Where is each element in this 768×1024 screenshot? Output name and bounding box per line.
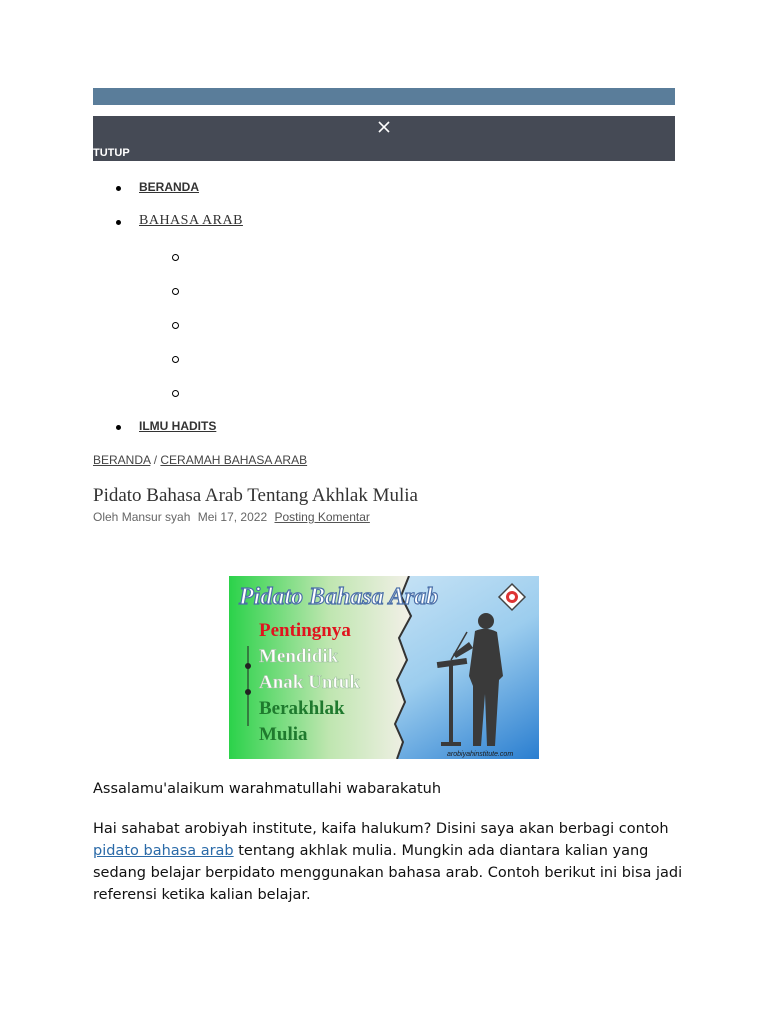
hero-line-2: Mendidik <box>259 646 339 667</box>
nav-item-beranda[interactable]: BERANDA <box>139 180 199 194</box>
hero-line-5: Mulia <box>259 724 308 745</box>
list-bullet <box>116 186 121 191</box>
greeting-text: Assalamu'alaikum warahmatullahi wabarakatuh <box>93 781 442 797</box>
list-bullet <box>116 220 121 225</box>
hero-headline: Pidato Bahasa Arab <box>239 584 439 610</box>
post-title: Pidato Bahasa Arab Tentang Akhlak Mulia <box>93 485 418 506</box>
author-name: Mansur syah <box>121 510 191 524</box>
close-icon[interactable] <box>376 119 392 135</box>
close-menu-button[interactable]: TUTUP <box>93 147 130 159</box>
sub-list-bullet <box>172 356 179 363</box>
post-meta <box>93 510 370 524</box>
breadcrumb-home-link[interactable]: BERANDA <box>93 453 151 467</box>
hero-image <box>229 576 539 759</box>
nav-item-bahasa-arab[interactable]: BAHASA ARAB <box>139 213 243 228</box>
comment-link[interactable]: Posting Komentar <box>274 510 370 524</box>
author-prefix: Oleh <box>93 510 119 524</box>
nav-item-ilmu-hadits[interactable]: ILMU HADITS <box>139 419 217 433</box>
sub-list-bullet <box>172 322 179 329</box>
intro-text-after: tentang akhlak mulia. Mungkin ada diantara kalian yang sedang belajar berpidato menggunakan bahasa arab. Contoh berikut ini bisa jadi referensi ketika kalian belajar. <box>93 843 683 903</box>
hero-line-3: Anak Untuk <box>259 672 360 693</box>
top-banner-bar <box>93 88 675 105</box>
sub-list-bullet <box>172 288 179 295</box>
sub-list-bullet <box>172 390 179 397</box>
hero-site: arobiyahinstitute.com <box>447 751 514 758</box>
intro-paragraph <box>93 818 683 906</box>
hero-line-1: Pentingnya <box>259 620 351 641</box>
hero-line-4: Berakhlak <box>259 698 345 719</box>
pidato-bahasa-arab-link[interactable]: pidato bahasa arab <box>93 843 234 859</box>
post-date: Mei 17, 2022 <box>197 510 268 524</box>
breadcrumb-category-link[interactable]: CERAMAH BAHASA ARAB <box>160 453 308 467</box>
list-bullet <box>116 425 121 430</box>
intro-text-before: Hai sahabat arobiyah institute, kaifa halukum? Disini saya akan berbagi contoh <box>93 821 669 837</box>
menu-header <box>93 116 675 161</box>
breadcrumb-separator: / <box>153 453 158 467</box>
breadcrumb <box>93 453 307 467</box>
sub-list-bullet <box>172 254 179 261</box>
